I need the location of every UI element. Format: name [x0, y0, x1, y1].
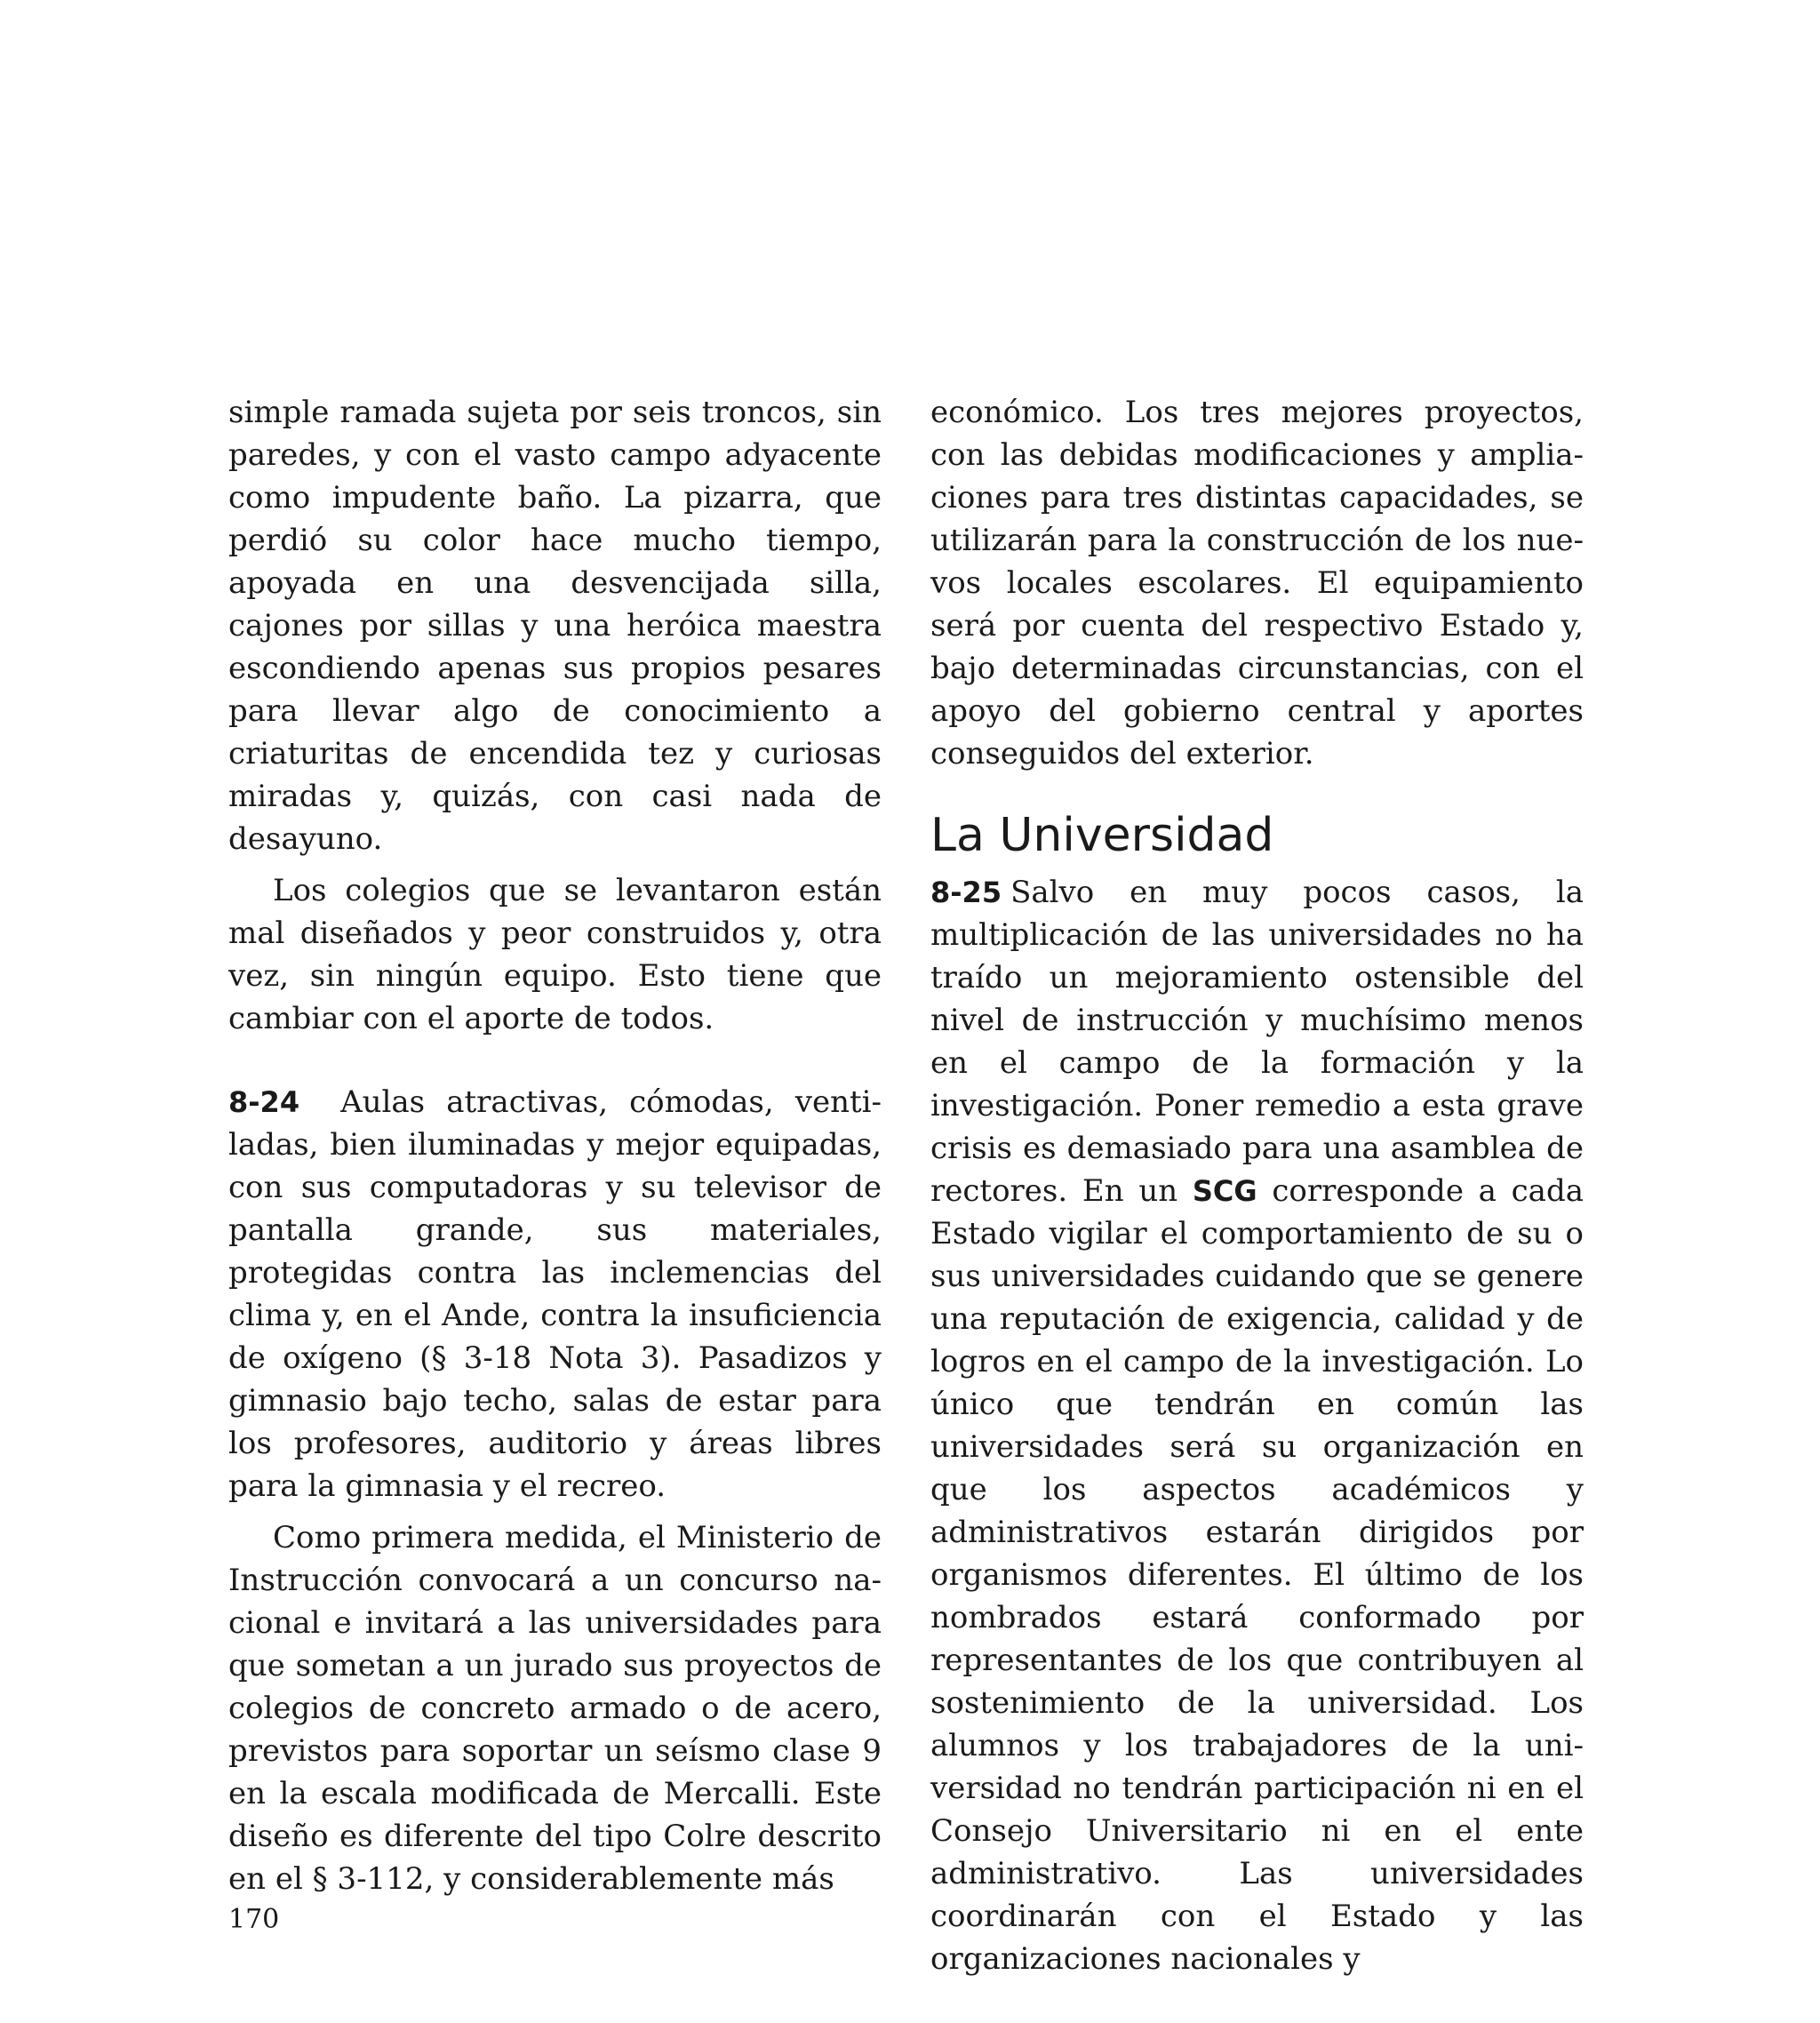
scg-abbreviation: SCG	[1192, 1174, 1257, 1208]
section-heading-la-universidad: La Universidad	[930, 809, 1274, 862]
paragraph-8-25-text-a: Salvo en muy pocos casos, la multiplicación de las universidades no ha traído un mejoramiento ostensible del nivel de instrucción y muchísimo menos en el campo de la formación y la investigación. Poner remedio a esta grave crisis es demasiado para una asamblea de rectores. En un	[930, 875, 1584, 1209]
paragraph-ramada: simple ramada sujeta por seis troncos, sin paredes, y con el vasto campo adyacente como impudente baño. La pizarra, que perdió su color hace mucho tiempo, apoyada en una desvencijada silla, cajones por sillas y una heróica maestra escondiendo apenas sus propios pesares para llevar algo de conocimiento a criaturitas de encendida tez y curiosas miradas y, quizás, con casi nada de desayuno.	[228, 395, 882, 857]
paragraph-8-25	[930, 871, 1584, 1980]
right-column	[930, 391, 1584, 1980]
section-number-8-25: 8-25	[930, 876, 1002, 909]
page-number: 170	[228, 1904, 280, 1935]
paragraph-8-24-text: Aulas atractivas, cómodas, ventiladas, bien iluminadas y mejor equipadas, con sus computadoras y su televisor de pantalla grande, sus materiales, protegidas contra las inclemencias del clima y, en el Ande, contra la insuficiencia de oxígeno (§ 3-18 Nota 3). Pasadizos y gimnasio bajo techo, salas de estar para los profesores, auditorio y áreas libres para la gimnasia y el recreo.	[228, 1084, 882, 1504]
paragraph-8-24	[228, 1081, 882, 1507]
paragraph-ministerio: Como primera medida, el Ministerio de Instrucción convocará a un concurso nacional e invitará a las universidades para que sometan a un jurado sus proyectos de colegios de concreto armado o de acero, previstos para soportar un seísmo clase 9 en la escala modificada de Mercalli. Este diseño es diferente del tipo Colre descrito en el § 3-112, y considerablemente más	[228, 1520, 882, 1897]
section-number-8-24: 8-24	[228, 1085, 300, 1119]
left-column	[228, 391, 882, 1900]
paragraph-economico: económico. Los tres mejores proyectos, con las debidas modificaciones y ampliaciones para tres distintas capacidades, se utilizarán para la construcción de los nuevos locales escolares. El equipamiento será por cuenta del respectivo Estado y, bajo determinadas circunstancias, con el apoyo del gobierno central y aportes conseguidos del exterior.	[930, 395, 1584, 772]
paragraph-colegios: Los colegios que se levantaron están mal diseñados y peor construidos y, otra vez, sin ningún equipo. Esto tiene que cambiar con el aporte de todos.	[228, 873, 882, 1036]
paragraph-8-25-text-b: corresponde a cada Estado vigilar el comportamiento de su o sus universidades cuidando que se genere una reputación de exigencia, calidad y de logros en el campo de la investigación. Lo único que tendrán en común las universidades será su organización en que los aspectos académicos y administrativos estarán dirigidos por organismos diferentes. El último de los nombrados estará conformado por representantes de los que contribuyen al sostenimiento de la universidad. Los alumnos y los trabajadores de la universidad no tendrán participación ni en el Consejo Universitario ni en el ente administrativo. Las universidades coordinarán con el Estado y las organizaciones nacionales y	[930, 1173, 1584, 1977]
